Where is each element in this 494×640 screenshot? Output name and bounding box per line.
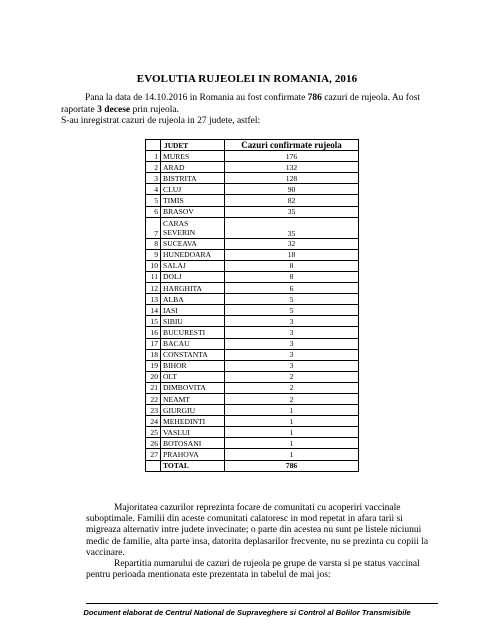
row-cases: 90 [225, 184, 359, 195]
row-number: 13 [146, 294, 161, 305]
row-cases: 5 [225, 305, 359, 316]
row-number: 8 [146, 238, 161, 249]
row-number: 22 [146, 393, 161, 404]
row-cases: 35 [225, 206, 359, 217]
row-cases: 6 [225, 283, 359, 294]
deaths-count: 3 decese [97, 104, 131, 115]
row-cases: 176 [225, 151, 359, 162]
table-header-row [146, 140, 359, 151]
row-cases: 1 [225, 427, 359, 438]
row-cases: 1 [225, 449, 359, 460]
row-cases: 128 [225, 173, 359, 184]
footer-divider [86, 603, 438, 604]
row-judet: CLUJ [161, 184, 225, 195]
row-cases: 2 [225, 382, 359, 393]
table-row [146, 405, 359, 416]
paragraph-age-groups: Repartitia numarului de cazuri de rujeola pe grupe de varsta si pe status vaccinal pentru perioada mentionata este prezentata in tabelul de mai jos: [86, 559, 420, 581]
row-judet: ARAD [161, 162, 225, 173]
table-row [146, 260, 359, 271]
table-row [146, 316, 359, 327]
confirmed-count: 786 [307, 93, 322, 103]
intro-text [61, 93, 441, 128]
row-judet: DOLJ [161, 271, 225, 282]
row-number: 11 [146, 271, 161, 282]
row-cases: 1 [225, 438, 359, 449]
row-judet: BUCURESTI [161, 327, 225, 338]
table-row [146, 173, 359, 184]
row-number: 23 [146, 405, 161, 416]
row-judet: GIURGIU [161, 405, 225, 416]
row-judet: BOTOSANI [161, 438, 225, 449]
row-number: 5 [146, 195, 161, 206]
page-title: EVOLUTIA RUJEOLEI IN ROMANIA, 2016 [136, 73, 358, 85]
table-row [146, 217, 359, 238]
row-cases: 3 [225, 327, 359, 338]
intro-text-post: prin rujeola. [130, 104, 179, 115]
row-cases: 3 [225, 316, 359, 327]
row-number: 20 [146, 371, 161, 382]
row-number: 21 [146, 382, 161, 393]
row-cases: 8 [225, 260, 359, 271]
table-row [146, 438, 359, 449]
total-empty-cell [146, 460, 161, 471]
row-number: 9 [146, 249, 161, 260]
row-number: 18 [146, 349, 161, 360]
row-number: 1 [146, 151, 161, 162]
row-number: 27 [146, 449, 161, 460]
row-judet: CARAS SEVERIN [161, 217, 225, 238]
row-number: 19 [146, 360, 161, 371]
total-label: TOTAL [161, 460, 225, 471]
table-row [146, 283, 359, 294]
row-cases: 35 [225, 217, 359, 238]
row-judet: HARGHITA [161, 283, 225, 294]
intro-text-pre: Pana la data de 14.10.2016 in Romania au fost confirmate [85, 93, 308, 103]
row-number: 24 [146, 416, 161, 427]
row-cases: 32 [225, 238, 359, 249]
table-row [146, 371, 359, 382]
row-judet: BISTRITA [161, 173, 225, 184]
table-row [146, 206, 359, 217]
row-cases: 5 [225, 294, 359, 305]
row-judet: TIMIS [161, 195, 225, 206]
table-row [146, 427, 359, 438]
row-number: 14 [146, 305, 161, 316]
row-judet: CONSTANTA [161, 349, 225, 360]
row-number: 4 [146, 184, 161, 195]
row-judet: BACAU [161, 338, 225, 349]
row-number: 16 [146, 327, 161, 338]
row-cases: 3 [225, 349, 359, 360]
table-row [146, 271, 359, 282]
row-number: 12 [146, 283, 161, 294]
body-text [86, 503, 439, 581]
row-number: 10 [146, 260, 161, 271]
row-number: 6 [146, 206, 161, 217]
row-cases: 82 [225, 195, 359, 206]
intro-text-mid: cazuri de rujeola. Au fost raportate [61, 93, 421, 115]
row-judet: MEHEDINTI [161, 416, 225, 427]
table-total-row [146, 460, 359, 471]
row-judet: MURES [161, 151, 225, 162]
table-row [146, 338, 359, 349]
table-row [146, 327, 359, 338]
row-cases: 18 [225, 249, 359, 260]
row-cases: 2 [225, 371, 359, 382]
row-cases: 3 [225, 338, 359, 349]
row-number: 25 [146, 427, 161, 438]
table-row [146, 184, 359, 195]
table-row [146, 449, 359, 460]
header-judet: JUDET [161, 140, 225, 151]
row-cases: 3 [225, 360, 359, 371]
row-cases: 2 [225, 393, 359, 404]
footer-text: Document elaborat de Centrul National de Supraveghere si Control al Bolilor Transmisibile [83, 608, 411, 617]
row-judet: DIMBOVITA [161, 382, 225, 393]
row-number: 15 [146, 316, 161, 327]
header-cases: Cazuri confirmate rujeola [225, 140, 359, 151]
intro-line-2: S-au inregistrat cazuri de rujeola in 27 judete, astfel: [61, 116, 261, 126]
table-row [146, 238, 359, 249]
table-row [146, 162, 359, 173]
row-cases: 132 [225, 162, 359, 173]
table-row [146, 294, 359, 305]
table-row [146, 416, 359, 427]
row-judet: BIHOR [161, 360, 225, 371]
row-judet: SALAJ [161, 260, 225, 271]
row-judet: OLT [161, 371, 225, 382]
table-row [146, 393, 359, 404]
row-judet: BRASOV [161, 206, 225, 217]
row-number: 2 [146, 162, 161, 173]
table-row [146, 382, 359, 393]
row-cases: 1 [225, 416, 359, 427]
row-number: 3 [146, 173, 161, 184]
total-value: 786 [225, 460, 359, 471]
row-number: 17 [146, 338, 161, 349]
row-judet: SIBIU [161, 316, 225, 327]
intro-line-1 [61, 93, 441, 116]
row-judet: IASI [161, 305, 225, 316]
table-row [146, 349, 359, 360]
table-row [146, 360, 359, 371]
row-judet: VASLUI [161, 427, 225, 438]
row-judet: SUCEAVA [161, 238, 225, 249]
row-cases: 8 [225, 271, 359, 282]
table-row [146, 151, 359, 162]
paragraph-communities: Majoritatea cazurilor reprezinta focare de comunitati cu acoperiri vaccinale suboptimale. Familii din aceste comunitati calatoresc in mod repetat in afara tarii si migreaza alternativ intre judete invecinate; o parte din acestea nu sunt pe listele niciunui medic de familie, alta parte insa, datorita deplasarilor frecvente, nu se prezinta cu copiii la vaccinare. [86, 503, 429, 558]
table-row [146, 249, 359, 260]
cases-table [145, 139, 359, 472]
table-row [146, 195, 359, 206]
row-judet: ALBA [161, 294, 225, 305]
header-nr [146, 140, 161, 151]
row-judet: PRAHOVA [161, 449, 225, 460]
row-judet: HUNEDOARA [161, 249, 225, 260]
row-number: 7 [146, 217, 161, 238]
row-cases: 1 [225, 405, 359, 416]
row-judet: NEAMT [161, 393, 225, 404]
table-row [146, 305, 359, 316]
row-number: 26 [146, 438, 161, 449]
table-body [146, 151, 359, 472]
